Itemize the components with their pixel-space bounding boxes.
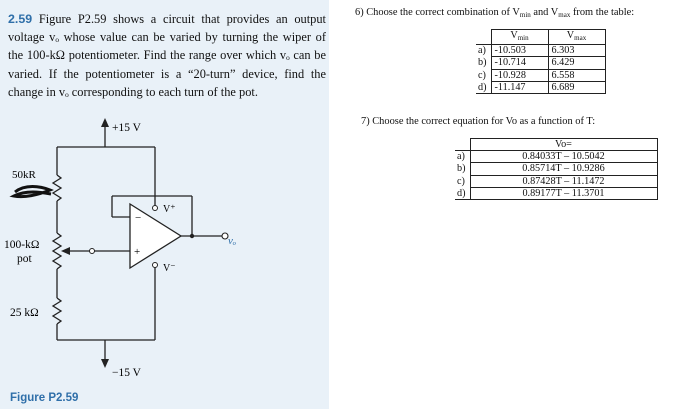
vmax-header: $V_{max}$ <box>548 30 605 45</box>
vminus-arrow <box>101 359 109 368</box>
answer-row-a[interactable]: a) -10.503 6.303 <box>476 45 605 57</box>
pot-label-line2: pot <box>17 253 32 265</box>
output-label: vₒ <box>228 235 237 247</box>
question-6-prompt: 6) Choose the correct combination of $V_{min}$ and $V_{max}$ from the table: <box>355 7 635 19</box>
vminus-node <box>153 263 158 268</box>
bottom-resistor-label: 25 kΩ <box>10 307 39 319</box>
circuit-diagram <box>0 0 330 409</box>
top-resistor-annotation: 50kR <box>12 169 36 181</box>
vplus-label: +15 V <box>112 122 141 134</box>
problem-number: 2.59 <box>8 12 33 26</box>
vo-header: Vo= <box>470 139 657 151</box>
v-plus-pin-label: V⁺ <box>163 204 176 215</box>
pot-label-line1: 100-kΩ <box>4 239 40 251</box>
equation-row-c[interactable]: c) 0.87428T – 11.1472 <box>455 175 657 187</box>
problem-text: Figure P2.59 shows a circuit that provides an output voltage vₒ whose value can be varied by turning the wiper of the 100-kΩ potentiometer. Find the range over which vₒ can be varied. If the potentiometer is a “20-turn” device, find the change in vₒ corresponding to each turn of the pot. <box>8 12 326 99</box>
equation-row-d[interactable]: d) 0.89177T – 11.3701 <box>455 187 657 199</box>
wiper-arrow <box>61 247 70 255</box>
question-7-prompt: 7) Choose the correct equation for Vo as a function of T: <box>361 116 596 127</box>
answer-row-d[interactable]: d) -11.147 6.689 <box>476 81 605 93</box>
top-resistor <box>53 175 61 201</box>
potentiometer <box>53 233 61 269</box>
answer-row-c[interactable]: c) -10.928 6.558 <box>476 69 605 81</box>
output-junction <box>190 234 194 238</box>
inverting-input-sign: − <box>135 212 142 224</box>
bottom-resistor <box>53 298 61 324</box>
scribble-mark <box>14 187 51 197</box>
answer-row-b[interactable]: b) -10.714 6.429 <box>476 57 605 69</box>
v-minus-pin-label: V⁻ <box>163 263 176 274</box>
noninverting-input-sign: + <box>134 246 141 258</box>
vplus-arrow <box>101 118 109 127</box>
wiper-node <box>90 249 95 254</box>
equation-row-b[interactable]: b) 0.85714T – 10.9286 <box>455 163 657 175</box>
equation-row-a[interactable]: a) 0.84033T – 10.5042 <box>455 151 657 163</box>
vo-equation-table <box>455 138 658 200</box>
vmin-vmax-table <box>476 29 606 94</box>
vminus-label: −15 V <box>112 367 141 379</box>
vplus-node <box>153 206 158 211</box>
figure-caption: Figure P2.59 <box>10 392 79 404</box>
vmin-header: $V_{min}$ <box>491 30 548 45</box>
